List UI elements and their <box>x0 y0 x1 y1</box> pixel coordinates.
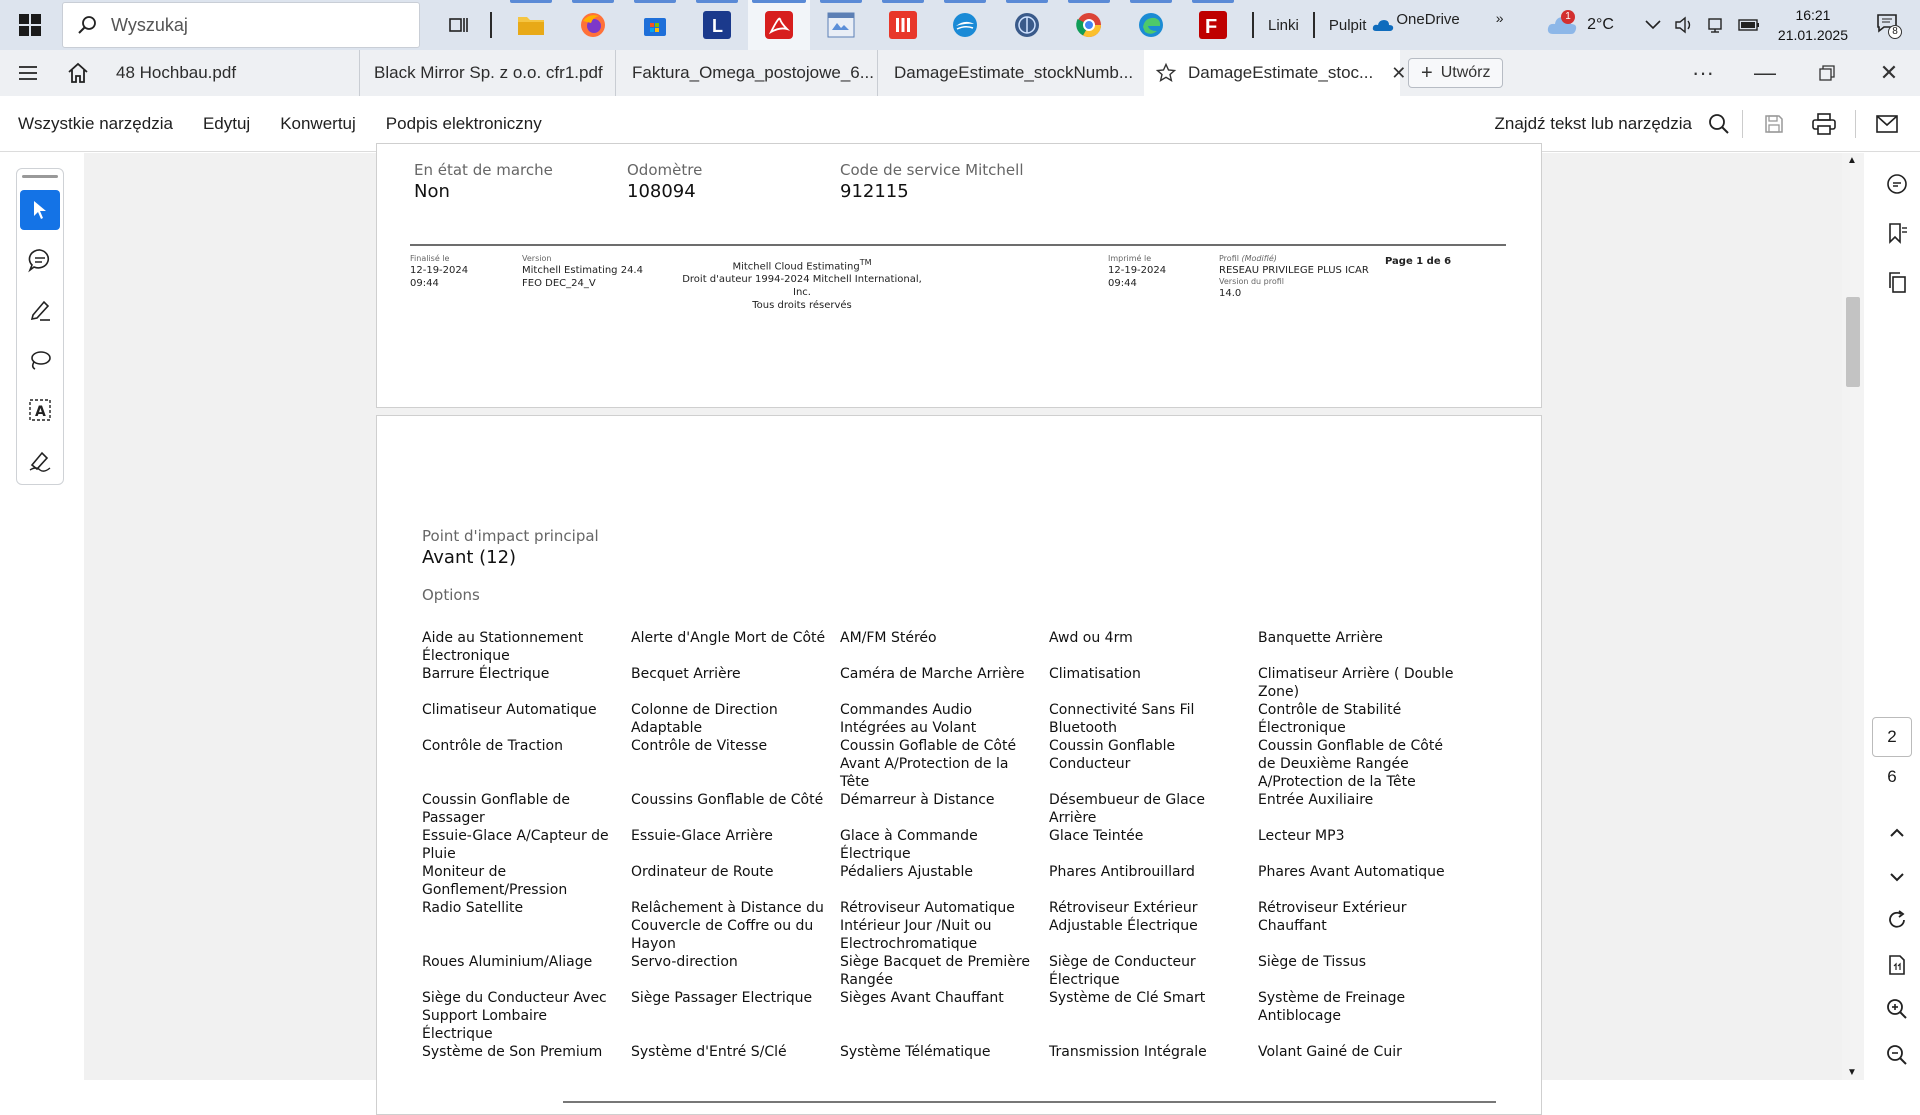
menu-edit[interactable]: Edytuj <box>202 113 251 133</box>
scroll-down-icon[interactable]: ▼ <box>1847 1067 1857 1078</box>
option-item: Banquette Arrière <box>1258 630 1383 646</box>
find-tools-field[interactable]: Znajdź tekst lub narzędzia <box>1494 114 1692 133</box>
printed-block <box>1108 254 1166 290</box>
odometer-label: Odomètre <box>627 161 703 179</box>
page-divider <box>563 1101 1496 1103</box>
save-button[interactable] <box>1749 96 1799 152</box>
filezilla-icon <box>1199 11 1227 39</box>
search-icon <box>1708 113 1730 135</box>
finalized-date: 12-19-2024 <box>410 265 469 276</box>
document-tab-strip <box>0 50 1920 96</box>
zoom-in-icon <box>1886 998 1908 1020</box>
service-code-label: Code de service Mitchell <box>840 161 1024 179</box>
version-code: FEO DEC_24_V <box>522 278 596 289</box>
taskbar-red-app[interactable] <box>872 0 934 50</box>
notification-count-badge: 8 <box>1888 25 1902 39</box>
option-item: Désembueur de Glace Arrière <box>1049 792 1205 826</box>
rotate-icon <box>1886 909 1908 931</box>
page-fit-icon <box>1886 954 1908 976</box>
profile-label: Profil <box>1219 254 1239 263</box>
select-tool-button[interactable] <box>20 190 60 230</box>
option-item: Contrôle de Vitesse <box>631 738 768 754</box>
option-item: Phares Avant Automatique <box>1258 864 1445 880</box>
option-item: Siège du Conducteur Avec Support Lombaire Électrique <box>422 990 607 1042</box>
svg-text:A: A <box>35 404 46 420</box>
home-icon <box>67 62 89 84</box>
restore-icon[interactable] <box>1796 50 1858 96</box>
option-item: Siège Passager Electrique <box>631 990 813 1006</box>
version-name: Mitchell Estimating 24.4 <box>522 265 643 276</box>
bookmarks-button[interactable] <box>1882 218 1912 248</box>
profile-modified: (Modifié) <box>1241 254 1277 263</box>
taskbar-firefox[interactable] <box>562 0 624 50</box>
volume-icon[interactable] <box>1674 15 1694 35</box>
menu-separator <box>1742 110 1743 138</box>
impact-value: Avant (12) <box>422 547 517 568</box>
scroll-up-icon[interactable]: ▲ <box>1847 155 1857 166</box>
tab-damage-estimate-active[interactable] <box>1144 50 1407 96</box>
option-item: Alerte d'Angle Mort de Côté <box>631 630 826 646</box>
store-icon <box>642 12 668 38</box>
taskbar-edge[interactable] <box>1120 0 1182 50</box>
desktop-toolbar[interactable]: Pulpit <box>1328 16 1367 34</box>
text-box-icon <box>28 398 52 422</box>
impact-label: Point d'impact principal <box>422 527 599 545</box>
menu-separator <box>1855 110 1856 138</box>
option-item: Ordinateur de Route <box>631 864 774 880</box>
close-window-icon[interactable]: ✕ <box>1879 60 1899 85</box>
quick-tools-panel <box>16 168 64 485</box>
print-button[interactable] <box>1799 96 1849 152</box>
taskbar-store[interactable] <box>624 0 686 50</box>
option-item: Système de Son Premium <box>422 1044 603 1060</box>
cursor-arrow-icon <box>31 200 49 220</box>
option-item: Rétroviseur Automatique Intérieur Jour /Nuit ou Electrochromatique <box>840 900 1015 952</box>
hamburger-menu-button[interactable] <box>0 50 56 96</box>
option-item: Rétroviseur Extérieur Chauffant <box>1258 900 1407 934</box>
profile-name: RESEAU PRIVILEGE PLUS ICAR <box>1219 265 1369 276</box>
option-item: Sièges Avant Chauffant <box>840 990 1004 1006</box>
firefox-icon <box>579 11 607 39</box>
option-item: Phares Antibrouillard <box>1049 864 1195 880</box>
chevron-up-icon[interactable] <box>1644 19 1662 31</box>
running-label: En état de marche <box>414 161 553 179</box>
comment-tool-button[interactable] <box>20 240 60 280</box>
option-item: Système de Freinage Antiblocage <box>1258 990 1406 1024</box>
right-side-panel <box>1842 153 1920 1080</box>
clock[interactable] <box>1778 5 1848 45</box>
profile-block <box>1219 254 1369 300</box>
minimize-icon[interactable]: — <box>1754 60 1776 85</box>
notifications-button[interactable] <box>1876 13 1898 38</box>
chevron-right-icon[interactable]: » <box>1495 10 1504 26</box>
menu-esign[interactable]: Podpis elektroniczny <box>385 113 542 133</box>
pdf-page-2 <box>376 415 1542 1115</box>
option-item: Système d'Entré S/Clé <box>631 1044 787 1060</box>
signature-pen-icon <box>28 448 52 472</box>
chrome-icon <box>1075 11 1103 39</box>
start-button[interactable] <box>0 0 60 50</box>
copyright-line: Droit d'auteur 1994-2024 Mitchell International, Inc. <box>682 274 922 299</box>
option-item: Coussins Gonflable de Côté <box>631 792 824 808</box>
folder-icon <box>517 13 545 37</box>
total-pages: 6 <box>1887 767 1897 786</box>
pen-icon <box>28 298 52 322</box>
option-item: Climatiseur Automatique <box>422 702 597 718</box>
option-item: Entrée Auxiliaire <box>1258 792 1374 808</box>
pages-thumbnail-button[interactable] <box>1882 267 1912 297</box>
comment-panel-icon <box>1886 173 1908 195</box>
edge-icon <box>1137 11 1165 39</box>
option-item: Servo-direction <box>631 954 738 970</box>
clock-time: 16:21 <box>1795 7 1831 23</box>
option-item: Coussin Gonflable Conducteur <box>1049 738 1176 772</box>
comments-panel-button[interactable] <box>1882 169 1912 199</box>
taskbar-thunderbird[interactable] <box>934 0 996 50</box>
svg-text:L: L <box>712 16 723 36</box>
taskbar-search-input[interactable] <box>62 2 420 48</box>
onedrive-icon <box>1372 18 1394 32</box>
mail-icon <box>1876 115 1898 133</box>
option-item: Glace Teintée <box>1049 828 1144 844</box>
tab-label: DamageEstimate_stoc... <box>1188 63 1374 82</box>
option-item: Coussin Gonflable de Côté de Deuxième Rangée A/Protection de la Tête <box>1258 738 1443 790</box>
finalized-time: 09:44 <box>410 278 439 289</box>
links-toolbar[interactable]: Linki <box>1268 16 1299 34</box>
close-tab-icon[interactable]: ✕ <box>1391 62 1407 83</box>
tab-faktura-omega[interactable] <box>616 50 878 96</box>
restore-window-icon <box>1819 65 1835 81</box>
option-item: Awd ou 4rm <box>1049 630 1133 646</box>
search-icon <box>77 15 97 35</box>
print-icon <box>1812 113 1836 135</box>
option-item: Caméra de Marche Arrière <box>840 666 1025 682</box>
plus-icon: + <box>1421 61 1433 84</box>
task-view-button[interactable] <box>434 0 482 50</box>
option-item: Siège Bacquet de Première Rangée <box>840 954 1030 988</box>
option-item: Colonne de Direction Adaptable <box>631 702 778 736</box>
battery-icon[interactable] <box>1738 18 1760 32</box>
comment-icon <box>28 248 52 272</box>
option-item: Système Télématique <box>840 1044 991 1060</box>
bars-app-icon <box>889 11 917 39</box>
service-code-value: 912115 <box>840 181 909 202</box>
pdf-page-1 <box>376 143 1542 408</box>
copyright-block <box>677 256 927 312</box>
taskbar <box>0 0 1920 50</box>
zoom-out-icon <box>1886 1044 1908 1066</box>
profile-version-label: Version du profil <box>1219 277 1284 286</box>
taskbar-acrobat[interactable] <box>748 0 810 50</box>
taskbar-separator <box>490 12 492 38</box>
menu-convert[interactable]: Konwertuj <box>280 113 356 133</box>
odometer-value: 108094 <box>627 181 696 202</box>
finalized-block <box>410 254 468 290</box>
taskbar-l-app[interactable] <box>686 0 748 50</box>
option-item: Connectivité Sans Fil Bluetooth <box>1049 702 1195 736</box>
option-item: Radio Satellite <box>422 900 524 916</box>
option-item: Coussin Gonflable de Passager <box>422 792 571 826</box>
chevron-down-icon <box>1889 872 1905 882</box>
tab-damage-estimate-1[interactable] <box>878 50 1144 96</box>
svg-text:F: F <box>1205 16 1218 38</box>
printed-label: Imprimé le <box>1108 254 1152 263</box>
document-window-icon <box>827 12 855 38</box>
option-item: Rétroviseur Extérieur Adjustable Électrique <box>1049 900 1198 934</box>
printed-date: 12-19-2024 <box>1108 265 1167 276</box>
footer-divider <box>410 244 1506 246</box>
previous-page-button[interactable] <box>1882 818 1912 848</box>
current-page-input[interactable]: 2 <box>1872 717 1912 757</box>
taskbar-document-app[interactable] <box>810 0 872 50</box>
onedrive-label[interactable]: OneDrive <box>1396 10 1460 28</box>
version-label: Version <box>522 254 552 263</box>
copy-pages-icon <box>1886 271 1908 293</box>
shield-globe-icon <box>1013 11 1041 39</box>
options-grid <box>422 629 1472 1061</box>
tab-label: Black Mirror Sp. z o.o. cfr1.pdf <box>374 63 603 82</box>
highlight-tool-button[interactable] <box>20 290 60 330</box>
product-title: Mitchell Cloud Estimating <box>732 261 860 273</box>
option-item: Roues Aluminium/Aliage <box>422 954 593 970</box>
save-icon <box>1764 114 1784 134</box>
taskbar-vpn[interactable] <box>996 0 1058 50</box>
option-item: Relâchement à Distance du Couvercle de Coffre ou du Hayon <box>631 900 824 952</box>
printed-time: 09:44 <box>1108 278 1137 289</box>
chevron-up-icon <box>1889 828 1905 838</box>
menu-all-tools[interactable]: Wszystkie narzędzia <box>18 113 173 133</box>
option-item: Volant Gainé de Cuir <box>1258 1044 1402 1060</box>
taskbar-separator <box>1313 12 1315 38</box>
search-placeholder: Wyszukaj <box>111 14 188 35</box>
lasso-icon <box>28 348 52 372</box>
option-item: Barrure Électrique <box>422 666 550 682</box>
tab-label: 48 Hochbau.pdf <box>116 63 237 82</box>
page-display-button[interactable] <box>1882 950 1912 980</box>
new-tab-label: Utwórz <box>1440 64 1491 81</box>
option-item: Commandes Audio Intégrées au Volant <box>840 702 977 736</box>
option-item: Essuie-Glace Arrière <box>631 828 773 844</box>
more-options-icon[interactable]: ··· <box>1692 60 1714 85</box>
rights-line: Tous droits réservés <box>752 300 852 312</box>
star-icon[interactable] <box>1156 63 1176 83</box>
option-item: Lecteur MP3 <box>1258 828 1345 844</box>
option-item: Système de Clé Smart <box>1049 990 1206 1006</box>
find-search-button[interactable] <box>1702 96 1736 152</box>
new-tab-button[interactable] <box>1408 58 1503 88</box>
home-button[interactable] <box>56 50 100 96</box>
option-item: Transmission Intégrale <box>1049 1044 1207 1060</box>
zoom-out-button[interactable] <box>1882 1040 1912 1070</box>
finalized-label: Finalisé le <box>410 254 450 263</box>
version-block <box>522 254 643 290</box>
next-page-button[interactable] <box>1882 862 1912 892</box>
rotate-button[interactable] <box>1882 905 1912 935</box>
weather-widget[interactable] <box>1547 11 1614 36</box>
weather-temperature: 2°C <box>1587 16 1614 33</box>
bookmark-icon <box>1886 222 1908 244</box>
tab-black-mirror[interactable] <box>360 50 616 96</box>
l-app-icon <box>703 11 731 39</box>
network-icon[interactable] <box>1706 15 1726 35</box>
option-item: Aide au Stationnement Électronique <box>422 630 584 664</box>
option-item: Coussin Goflable de Côté Avant A/Protection de la Tête <box>840 738 1017 790</box>
tab-label: DamageEstimate_stockNumb... <box>894 63 1134 82</box>
option-item: Moniteur de Gonflement/Pression <box>422 864 568 898</box>
running-value: Non <box>414 181 450 202</box>
option-item: Becquet Arrière <box>631 666 741 682</box>
page-number: Page 1 de 6 <box>1385 256 1452 267</box>
options-label: Options <box>422 586 480 604</box>
profile-version: 14.0 <box>1219 288 1242 299</box>
windows-icon <box>19 14 41 36</box>
trademark-mark: TM <box>859 258 872 267</box>
thunderbird-icon <box>951 11 979 39</box>
weather-alert-badge: 1 <box>1561 10 1575 24</box>
taskbar-separator <box>1252 12 1254 38</box>
task-view-icon <box>447 14 469 36</box>
option-item: Climatisation <box>1049 666 1141 682</box>
clock-date: 21.01.2025 <box>1777 27 1848 43</box>
option-item: Glace à Commande Électrique <box>840 828 978 862</box>
acrobat-icon <box>765 11 793 39</box>
document-viewport[interactable] <box>84 153 1842 1080</box>
option-item: AM/FM Stéréo <box>840 630 937 646</box>
text-box-tool-button[interactable] <box>20 390 60 430</box>
taskbar-file-explorer[interactable] <box>500 0 562 50</box>
tab-label: Faktura_Omega_postojowe_6... <box>632 63 874 82</box>
taskbar-chrome[interactable] <box>1058 0 1120 50</box>
zoom-in-button[interactable] <box>1882 994 1912 1024</box>
option-item: Essuie-Glace A/Capteur de Pluie <box>422 828 609 862</box>
option-item: Contrôle de Traction <box>422 738 563 754</box>
hamburger-icon <box>18 65 38 81</box>
draw-tool-button[interactable] <box>20 340 60 380</box>
scrollbar-thumb[interactable] <box>1846 297 1860 387</box>
taskbar-filezilla[interactable] <box>1182 0 1244 50</box>
option-item: Démarreur à Distance <box>840 792 995 808</box>
option-item: Pédaliers Ajustable <box>840 864 974 880</box>
option-item: Contrôle de Stabilité Électronique <box>1258 702 1402 736</box>
vertical-scrollbar[interactable] <box>1842 153 1864 1080</box>
drag-handle[interactable] <box>22 175 58 178</box>
sign-tool-button[interactable] <box>20 440 60 480</box>
option-item: Siège de Conducteur Électrique <box>1049 954 1196 988</box>
email-button[interactable] <box>1862 96 1912 152</box>
tab-hochbau[interactable] <box>100 50 360 96</box>
option-item: Climatiseur Arrière ( Double Zone) <box>1258 666 1454 700</box>
option-item: Siège de Tissus <box>1258 954 1367 970</box>
